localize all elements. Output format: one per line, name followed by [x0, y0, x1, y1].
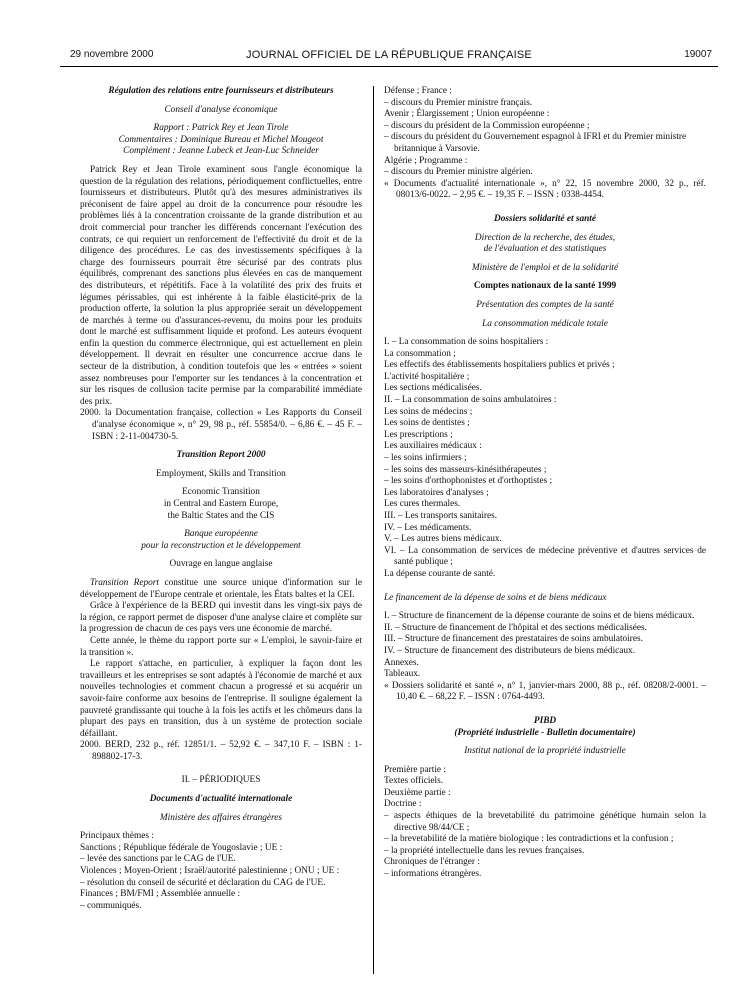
header-title: JOURNAL OFFICIEL DE LA RÉPUBLIQUE FRANÇAISE — [246, 49, 532, 61]
list-line: IV. – Structure de financement des distributeurs de biens médicaux. — [384, 645, 636, 656]
publication-reference: « Dossiers solidarité et santé », n° 1, janvier-mars 2000, 88 p., réf. 08208/2-0001. – 10,40 €. – 68,22 F. – ISSN : 0764-4493. — [384, 680, 706, 703]
credit-line: Complément : Jeanne Lubeck et Jean-Luc Schneider — [123, 146, 319, 157]
list-line: – la brevetabilité de la matière biologique : les contradictions et la confusion ; — [384, 834, 674, 845]
list-line: – discours du Premier ministre français. — [384, 97, 533, 108]
section-subtitle: Employment, Skills and Transition — [156, 468, 286, 479]
section-subheading: La consommation médicale totale — [482, 318, 608, 329]
body-paragraph: Cette année, le thème du rapport porte sur « L'emploi, le savoir-faire et la transition ». — [80, 635, 362, 658]
list-line: L'activité hospitalière ; — [384, 371, 470, 382]
list-line: Deuxième partie : — [384, 787, 451, 798]
body-text: constitue une source unique d'information sur le développement de l'Europe centrale et orientale, les États baltes et la CEI. — [80, 577, 362, 600]
publication-reference: « Documents d'actualité internationale », n° 22, 15 novembre 2000, 32 p., réf. 08013/6-0022. – 2,95 €. – 19,35 F. – ISSN : 0338-4454. — [384, 178, 706, 201]
header-date: 29 novembre 2000 — [70, 49, 154, 60]
list-line: Les soins de dentistes ; — [384, 418, 470, 429]
section-title-regulation: Régulation des relations entre fournisseurs et distributeurs — [108, 86, 334, 96]
header-page-number: 19007 — [684, 49, 712, 60]
body-paragraph: Le rapport s'attache, en particulier, à expliquer la façon dont les travailleurs et les entreprises se sont adaptés à l'économie de marché et aux nouvelles technologies et comment chacun a progressé et su acquérir un savoir-faire conforme aux besoins de l'entreprise. Il souligne également la pauvreté grandissante qui touche à la fois les actifs et les chômeurs dans la plupart des pays en transition, dus à un système de protection sociale défaillant. — [80, 659, 362, 739]
section-org: Institut national de la propriété industrielle — [464, 746, 626, 757]
section-title-transition: Transition Report 2000 — [176, 450, 266, 461]
list-line: Défense ; France : — [384, 86, 452, 96]
list-line: Les prescriptions ; — [384, 429, 453, 440]
section-subtitle-line: the Baltic States and the CIS — [167, 510, 275, 521]
credit-line: Rapport : Patrick Rey et Jean Tirole — [153, 123, 289, 134]
list-line: Algérie ; Programme : — [384, 155, 468, 166]
right-column — [384, 86, 706, 881]
body-paragraph: Patrick Rey et Jean Tirole examinent sous l'angle économique la question de la régulation des relations, périodiquement conflictuelles, entre fournisseurs et distributeurs. Plutôt qu'à des mesures administratives ils préconisent de faire appel au droit de la concurrence pour résoudre les problèmes liés à la concentration croissante de la grande distribution et au droit commercial pour trancher les différends concernant l'exécution des contrats, ce qui requiert un renforcement de l'effectivité du droit et de la diligence des procédures. Le cas des investissements spécifiques à la charge des fournisseurs pourrait être sécurisé par des contrats plus équilibrés, comprenant des sanctions plus élevées en cas de manquement des distributeurs, et répétitifs. Face à la volatilité des prix des fruits et légumes périssables, qui est inhérente à la faible élasticité-prix de la production offerte, la solution la plus appropriée serait un développement de marchés à terme ou d'assurances-revenu, du moins pour les produits dont le marché est suffisamment liquide et profond. Les auteurs évoquent enfin la question du commerce électronique, qui est actuellement en plein développement. Il devrait en résulter une concurrence accrue dans le secteur de la distribution, à condition toutefois que les « entrées » soient assez nombreuses pour l'emporter sur les tendances à la concentration et sur les risques de collusion tacite permise par la comparabilité immédiate des prix. — [80, 164, 362, 407]
list-line: II. – Structure de financement de l'hôpital et des sections médicalisées. — [384, 622, 647, 633]
list-line: – aspects éthiques de la brevetabilité du patrimoine génétique humain selon la directive 98/44/CE ; — [384, 811, 706, 833]
list-line: – les soins d'orthophonistes et d'orthoptistes ; — [384, 476, 553, 487]
section-org-line: Banque européenne — [184, 529, 258, 540]
section-org: Conseil d'analyse économique — [164, 104, 278, 115]
section-subtitle-line: Economic Transition — [182, 487, 260, 498]
list-line: Sanctions ; République fédérale de Yougoslavie ; UE : — [80, 842, 283, 853]
list-line: Avenir ; Élargissement ; Union européenne : — [384, 109, 550, 120]
column-divider — [373, 86, 374, 974]
list-line: La dépense courante de santé. — [384, 568, 496, 579]
list-line: – discours du président de la Commission européenne ; — [384, 120, 590, 131]
list-line: Principaux thèmes : — [80, 831, 154, 842]
section-subtitle-pibd: (Propriété industrielle - Bulletin documentaire) — [454, 727, 636, 738]
section-org-line: de l'évaluation et des statistiques — [483, 244, 607, 255]
list-line: Les effectifs des établissements hospitaliers publics et privés ; — [384, 360, 615, 371]
list-line: I. – La consommation de soins hospitaliers : — [384, 337, 549, 348]
list-line: – la propriété intellectuelle dans les revues françaises. — [384, 845, 585, 856]
list-line: II. – La consommation de soins ambulatoires : — [384, 395, 557, 406]
page-header — [60, 45, 718, 65]
section-title-pibd: PIBD — [533, 715, 557, 726]
financing-subheading: Le financement de la dépense de soins et de biens médicaux — [384, 592, 607, 603]
section-org: Ministère des affaires étrangères — [159, 812, 283, 823]
report-name: Transition Report — [90, 577, 159, 588]
periodicals-heading: II. – PÉRIODIQUES — [181, 775, 261, 786]
list-line: III. – Structure de financement des prestataires de soins ambulatoires. — [384, 634, 643, 645]
list-line: Violences ; Moyen-Orient ; Israël/autorité palestinienne ; ONU ; UE : — [80, 866, 340, 877]
list-line: Chroniques de l'étranger : — [384, 857, 480, 868]
list-line: Les laboratoires d'analyses ; — [384, 487, 489, 498]
publication-reference: 2000. BERD, 232 p., réf. 12851/1. – 52,92 €. – 347,10 F. – ISBN : 1-898802-17-3. — [80, 740, 362, 762]
list-line: IV. – Les médicaments. — [384, 522, 472, 533]
publication-reference: 2000. la Documentation française, collection « Les Rapports du Conseil d'analyse économique », n° 29, 98 p., réf. 55854/0. – 6,86 €. – 45 F. – ISBN : 2-11-004730-5. — [80, 408, 362, 442]
body-paragraph — [80, 578, 362, 601]
list-line: – les soins infirmiers ; — [384, 453, 467, 464]
list-line: Les cures thermales. — [384, 499, 461, 510]
credit-line: Commentaires : Dominique Bureau et Michel Mougeot — [118, 134, 324, 145]
list-line: V. – Les autres biens médicaux. — [384, 534, 502, 545]
section-title-documents: Documents d'actualité internationale — [149, 794, 293, 805]
section-ministry: Ministère de l'emploi et de la solidarité — [471, 262, 619, 273]
body-paragraph: Grâce à l'expérience de la BERD qui investit dans les vingt-six pays de la région, ce rapport permet de disposer d'une analyse claire et complète sur la progression de chacun de ces pays vers une économie de marché. — [80, 601, 362, 635]
left-column — [80, 86, 362, 912]
list-line: Doctrine : — [384, 799, 422, 810]
list-line: Tableaux. — [384, 669, 421, 680]
list-line: La consommation ; — [384, 348, 456, 359]
list-line: – les soins des masseurs-kinésithérapeutes ; — [384, 464, 547, 475]
section-subtitle-line: in Central and Eastern Europe, — [163, 499, 279, 509]
list-line: – discours du Premier ministre algérien. — [384, 167, 533, 178]
list-line: Finances ; BM/FMI ; Assemblée annuelle : — [80, 889, 241, 900]
list-line: VI. – La consommation de services de médecine préventive et d'autres services de santé publique ; — [384, 545, 706, 568]
language-note: Ouvrage en langue anglaise — [169, 559, 273, 570]
list-line: III. – Les transports sanitaires. — [384, 511, 498, 521]
section-org-line: Direction de la recherche, des études, — [474, 232, 616, 243]
section-title-dossiers: Dossiers solidarité et santé — [493, 213, 596, 224]
list-line: Les soins de médecins ; — [384, 406, 473, 417]
list-line: – informations étrangères. — [384, 869, 482, 880]
list-line: I. – Structure de financement de la dépense courante de soins et de biens médicaux. — [384, 611, 695, 622]
list-line: Première partie : — [384, 764, 446, 775]
list-line: Les sections médicalisées. — [384, 383, 482, 394]
section-subheading: Comptes nationaux de la santé 1999 — [473, 281, 617, 292]
list-line: – communiqués. — [80, 900, 142, 911]
section-subheading: Présentation des comptes de la santé — [476, 299, 614, 310]
header-rule — [60, 66, 718, 67]
section-org-line: pour la reconstruction et le développement — [141, 540, 301, 551]
list-line: – discours du président du Gouvernement espagnol à IFRI et du Premier ministre britannique à Varsovie. — [384, 132, 687, 154]
list-line: – résolution du conseil de sécurité et déclaration du CAG de l'UE. — [80, 877, 326, 888]
list-line: Annexes. — [384, 657, 419, 668]
list-line: Textes officiels. — [384, 776, 444, 787]
list-line: Les auxiliaires médicaux : — [384, 441, 482, 452]
list-line: – levée des sanctions par le CAG de l'UE. — [80, 854, 236, 865]
